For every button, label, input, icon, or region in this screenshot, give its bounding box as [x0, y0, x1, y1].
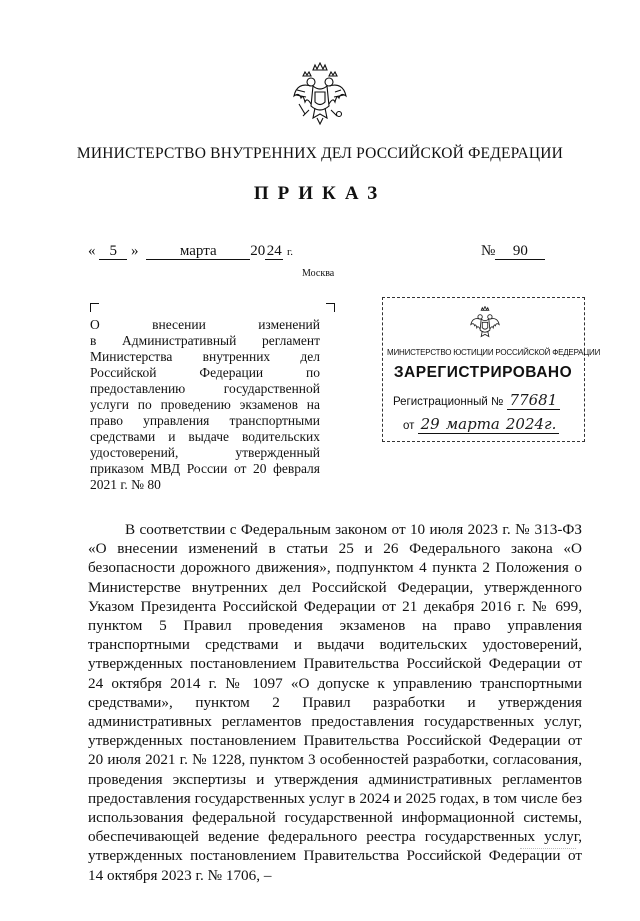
ministry-heading: МИНИСТЕРСТВО ВНУТРЕННИХ ДЕЛ РОССИЙСКОЙ ФЕДЕРАЦИИ — [76, 145, 564, 162]
subject-line: приказом МВД России от 20 февраля — [90, 461, 320, 476]
stamp-date-year: 2024г. — [503, 415, 560, 434]
stamp-date-month: марта — [443, 415, 503, 434]
date-year-suffix: 24 — [266, 243, 282, 259]
document-body — [88, 520, 582, 885]
subject-line: О внесении изменений — [90, 317, 320, 332]
subject-line: предоставлению государственной — [90, 381, 320, 396]
document-type-title: ПРИКАЗ — [253, 183, 387, 204]
close-quote: » — [131, 243, 139, 259]
subject-line: 2021 г. № 80 — [90, 477, 161, 492]
subject-line: Министерства внутренних дел — [90, 349, 320, 364]
scan-artifact — [520, 848, 576, 853]
date-month: марта — [146, 244, 250, 260]
date-year-abbr: г. — [287, 246, 294, 258]
stamp-date-prefix: от — [403, 420, 415, 432]
subject-line: услуги по проведению экзаменов на — [90, 397, 320, 412]
subject-line: в Административный регламент — [90, 333, 320, 348]
body-paragraph: В соответствии с Федеральным законом от 10 июля 2023 г. № 313-ФЗ «О внесении изменений в статьи 25 и 26 Федерального закона «О безопасности дорожного движения», подпунктом 4 пункта 2 Положения о Министерстве внутренних дел Российской Федерации, утвержденного Указом Президента Российской Федерации от 21 декабря 2016 г. № 699, пунктом 5 Правил проведения экзаменов на право управления транспортными средствами и выдачи водительских удостоверений, утвержденных постановлением Правительства Российской Федерации от 24 октября 2014 г. № 1097 «О допуске к управлению транспортными средствами», пунктом 2 Правил разработки и утверждения административных регламентов предоставления государственных услуг, утвержденных постановлением Правительства Российской Федерации от 20 июля 2021 г. № 1228, пунктом 3 особенностей разработки, согласования, проведения экспертизы и утверждения административных регламентов предоставления государственных услуг в 2024 и 2025 годах, в том числе без использования федеральной государственной информационной системы, обеспечивающей ведение федерального реестра государственных услуг, утвержденных постановлением Правительства Российской Федерации от 14 октября 2023 г. № 1706, – — [88, 521, 582, 884]
city-label: Москва — [302, 268, 335, 279]
subject-corner-left — [90, 303, 99, 312]
document-subject — [90, 317, 320, 493]
subject-line: удостоверений, утвержденный — [90, 445, 320, 460]
order-number: 90 — [495, 244, 545, 260]
stamp-status: ЗАРЕГИСТРИРОВАНО — [393, 364, 573, 381]
stamp-registration-line — [393, 391, 560, 409]
subject-corner-right — [326, 303, 335, 312]
subject-line: право управления транспортными — [90, 413, 320, 428]
registration-stamp — [382, 297, 601, 442]
number-label: № — [481, 243, 496, 259]
stamp-reg-label: Регистрационный № — [393, 396, 504, 408]
stamp-reg-number: 77681 — [507, 391, 561, 410]
date-year-prefix: 20 — [250, 243, 266, 259]
date-field — [88, 243, 293, 260]
date-day: 5 — [99, 244, 127, 260]
order-number-field — [481, 243, 545, 260]
stamp-date-line — [403, 415, 559, 433]
subject-line: Российской Федерации по — [90, 365, 320, 380]
stamp-ministry: МИНИСТЕРСТВО ЮСТИЦИИ РОССИЙСКОЙ ФЕДЕРАЦИИ — [387, 348, 601, 357]
open-quote: « — [88, 243, 96, 259]
stamp-date-day: 29 — [418, 415, 443, 434]
russian-coat-of-arms-icon — [469, 306, 501, 342]
russian-coat-of-arms-icon — [291, 62, 349, 128]
subject-line: средствами и выдаче водительских — [90, 429, 320, 444]
